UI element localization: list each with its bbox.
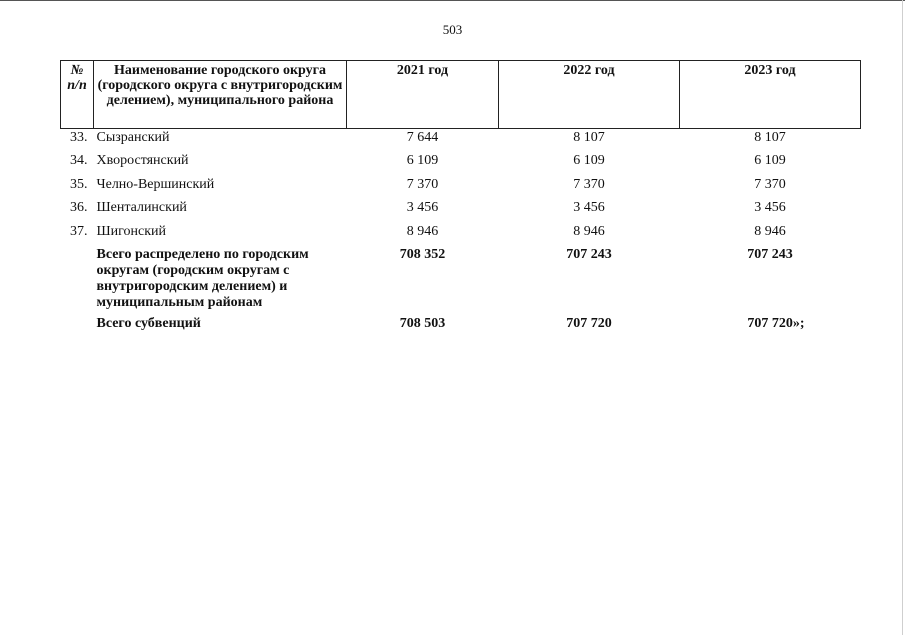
row-number: 34. <box>70 153 88 168</box>
row-value-2023: 6 109 <box>754 153 786 168</box>
total-distributed-2022: 707 243 <box>566 247 612 262</box>
header-year-2021: 2021 год <box>347 61 499 129</box>
row-name: Хворостянский <box>96 153 189 168</box>
total-subventions-2022: 707 720 <box>566 316 612 331</box>
row-value-2021: 3 456 <box>406 200 439 215</box>
header-year-2022: 2022 год <box>499 61 680 129</box>
row-number: 35. <box>70 176 88 192</box>
row-value-2023: 3 456 <box>754 200 786 215</box>
row-value-2021: 8 946 <box>406 223 439 239</box>
row-value-2022: 8 946 <box>573 223 605 239</box>
table-row <box>61 152 861 176</box>
header-municipality-name: Наименование городского округа (городского округа с внутригородским делением), муниципального района <box>94 61 347 129</box>
header-row <box>61 61 861 129</box>
table-row <box>61 176 861 200</box>
top-border-line <box>0 0 905 1</box>
row-name: Шигонский <box>96 223 167 239</box>
row-value-2021: 7 370 <box>406 176 439 192</box>
subvention-table-container <box>60 60 860 339</box>
total-subventions-2021: 708 503 <box>399 316 446 331</box>
row-value-2022: 8 107 <box>573 130 605 145</box>
table-row <box>61 223 861 247</box>
total-subventions-label: Всего субвенций <box>96 316 201 331</box>
row-number: 36. <box>70 200 88 215</box>
header-number: № п/п <box>61 61 94 129</box>
page-number: 503 <box>442 22 463 37</box>
row-name: Челно-Вершинский <box>96 176 215 192</box>
header-year-2023: 2023 год <box>680 61 861 129</box>
total-subventions-row <box>61 315 861 339</box>
total-distributed-2023: 707 243 <box>747 247 793 262</box>
total-distributed-label: Всего распределено по городским округам (городским округам с внутригородским делением) и муниципальным районам <box>96 247 309 310</box>
row-number-empty <box>61 246 94 315</box>
row-name: Шенталинский <box>96 200 187 215</box>
row-number: 37. <box>70 223 88 239</box>
total-distributed-row <box>61 246 861 315</box>
row-value-2022: 3 456 <box>573 200 605 215</box>
row-value-2023: 8 946 <box>754 223 786 239</box>
subvention-table <box>60 60 861 339</box>
row-number-empty <box>61 315 94 339</box>
row-name: Сызранский <box>96 130 170 145</box>
row-value-2023: 7 370 <box>754 176 786 192</box>
row-value-2023: 8 107 <box>754 130 786 145</box>
right-edge-line <box>902 0 903 635</box>
table-body <box>61 129 861 339</box>
total-subventions-2023: 707 720»; <box>747 316 805 331</box>
row-value-2022: 6 109 <box>573 153 605 168</box>
table-header <box>61 61 861 129</box>
total-distributed-2021: 708 352 <box>399 247 446 262</box>
row-value-2021: 6 109 <box>406 153 439 168</box>
row-number: 33. <box>70 130 88 145</box>
table-row <box>61 129 861 153</box>
table-row <box>61 199 861 223</box>
row-value-2021: 7 644 <box>406 130 439 145</box>
row-value-2022: 7 370 <box>573 176 605 192</box>
